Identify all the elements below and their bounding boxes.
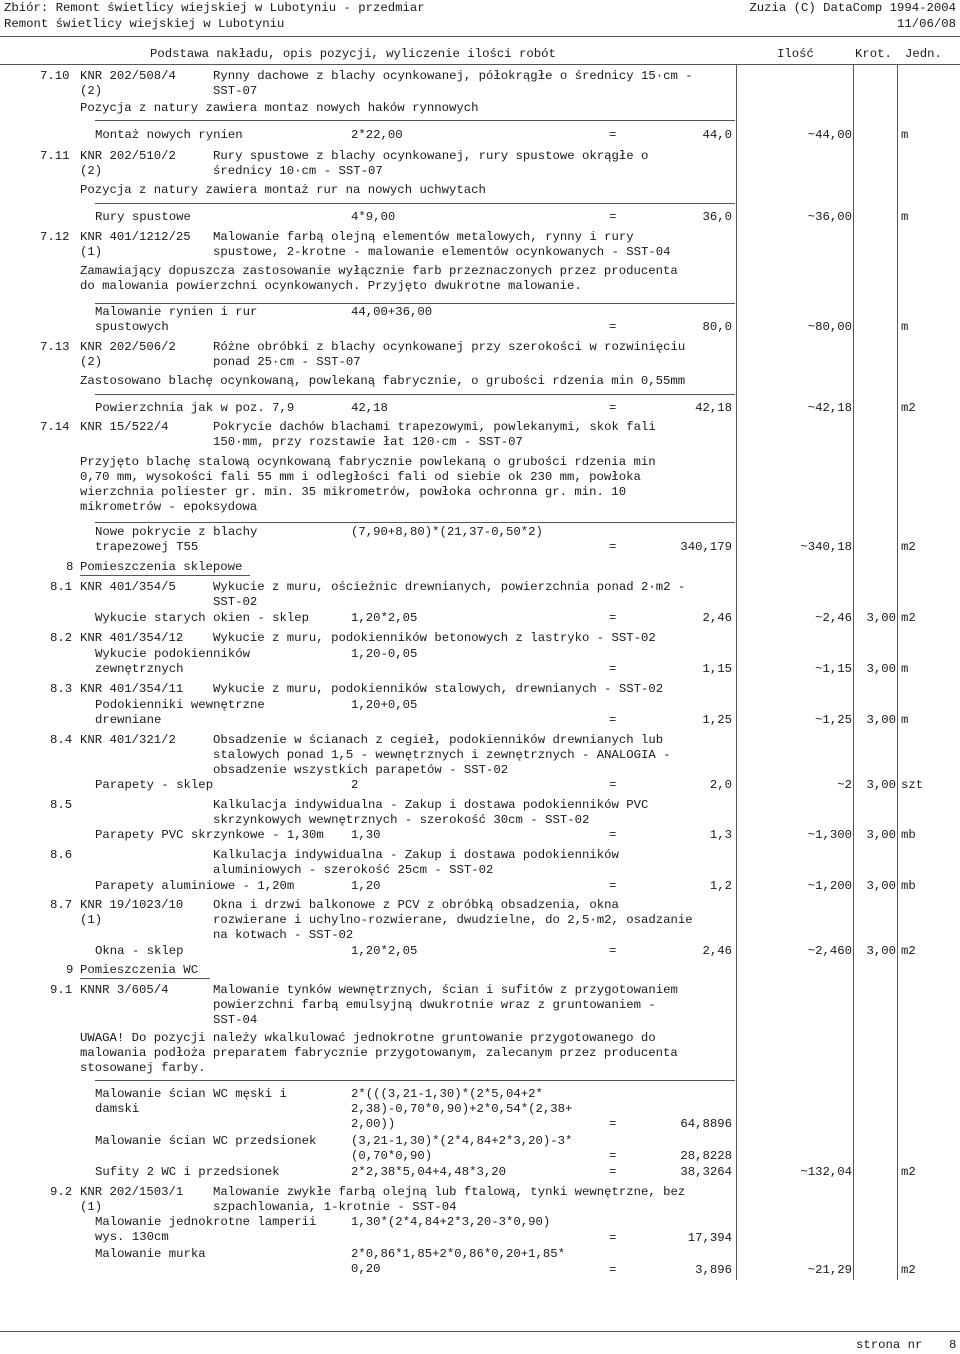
calc-label: Parapety aluminiowe - 1,20m bbox=[95, 879, 295, 893]
calc-label: Powierzchnia jak w poz. 7,9 bbox=[95, 401, 295, 415]
calc-label: Malowanie ścian WC przedsionek bbox=[95, 1134, 317, 1148]
item-description: Obsadzenie w ścianach z cegieł, podokienników drewnianych lub stalowych ponad 1,5 - wewnętrznych i zewnętrznych - ANALOGIA - obsadzenie wszystkich parapetów - SST-02 bbox=[213, 733, 671, 777]
item-code: KNR 202/508/4 bbox=[80, 69, 176, 83]
calc-formula: 44,00+36,00 bbox=[351, 305, 433, 319]
item-number: 8.3 bbox=[50, 682, 73, 696]
calc-rule bbox=[95, 1080, 735, 1081]
calc-label: Malowanie ścian WC męski i damski bbox=[95, 1087, 287, 1116]
calc-formula: 2*2,38*5,04+4,48*3,20 bbox=[351, 1165, 506, 1179]
quantity-total: ~1,25 bbox=[815, 713, 852, 727]
calc-equals: = bbox=[609, 662, 617, 676]
item-code: KNR 401/354/11 bbox=[80, 682, 184, 696]
unit: m2 bbox=[901, 1165, 916, 1179]
calc-rule bbox=[95, 394, 735, 395]
calc-label: Sufity 2 WC i przedsionek bbox=[95, 1165, 280, 1179]
unit: m bbox=[901, 662, 909, 676]
quantity-total: ~2,460 bbox=[807, 944, 852, 958]
calc-equals: = bbox=[609, 1149, 617, 1163]
item-sub: (1) bbox=[80, 913, 103, 927]
item-description: Rury spustowe z blachy ocynkowanej, rury spustowe okrągłe o średnicy 10·cm - SST-07 bbox=[213, 149, 649, 178]
item-code: KNR 19/1023/10 bbox=[80, 898, 184, 912]
item-note: Zamawiający dopuszcza zastosowanie wyłącznie farb przeznaczonych przez producenta do malowania powierzchni ocynkowanych. Przyjęto dwukrotne malowanie. bbox=[80, 264, 678, 293]
multiplier: 3,00 bbox=[866, 828, 896, 842]
calc-formula: 4*9,00 bbox=[351, 210, 396, 224]
calc-equals: = bbox=[609, 828, 617, 842]
item-code: KNNR 3/605/4 bbox=[80, 983, 169, 997]
section-number: 8 bbox=[66, 560, 74, 574]
section-rule bbox=[80, 978, 210, 979]
item-description: Okna i drzwi balkonowe z PCV z obróbką obsadzenia, okna rozwierane i uchylno-rozwierane, dwudzielne, do 2,5·m2, osadzanie na kotwach - SST-02 bbox=[213, 898, 693, 942]
calc-label: Malowanie jednokrotne lamperii wys. 130cm bbox=[95, 1215, 317, 1244]
item-description: Kalkulacja indywidualna - Zakup i dostawa podokienników aluminiowych - szerokość 25cm - SST-02 bbox=[213, 848, 619, 877]
column-header-unit: Jedn. bbox=[905, 47, 942, 61]
item-description: Wykucie z muru, podokienników betonowych z lastryko - SST-02 bbox=[213, 631, 656, 645]
calc-formula: 2 bbox=[351, 778, 359, 792]
calc-label: Parapety PVC skrzynkowe - 1,30m bbox=[95, 828, 324, 842]
quantity-total: ~36,00 bbox=[807, 210, 852, 224]
item-number: 7.10 bbox=[40, 69, 70, 83]
item-number: 8.7 bbox=[50, 898, 73, 912]
calc-label: Malowanie murka bbox=[95, 1247, 206, 1261]
item-number: 8.4 bbox=[50, 733, 73, 747]
unit: m2 bbox=[901, 944, 916, 958]
multiplier: 3,00 bbox=[866, 778, 896, 792]
quantity-total: ~2,46 bbox=[815, 611, 852, 625]
unit: m bbox=[901, 713, 909, 727]
unit: m bbox=[901, 210, 909, 224]
calc-value: 28,8228 bbox=[680, 1149, 732, 1163]
item-note: Zastosowano blachę ocynkowaną, powlekaną fabrycznie, o grubości rdzenia min 0,55mm bbox=[80, 374, 686, 388]
item-description: Wykucie z muru, ościeżnic drewnianych, powierzchnia ponad 2·m2 - SST-02 bbox=[213, 580, 686, 609]
software-credit: Zuzia (C) DataComp 1994-2004 bbox=[749, 1, 956, 15]
quantity-total: ~21,29 bbox=[807, 1263, 852, 1277]
item-code: KNR 401/354/5 bbox=[80, 580, 176, 594]
quantity-total: ~1,200 bbox=[807, 879, 852, 893]
item-sub: (2) bbox=[80, 355, 103, 369]
calc-value: 42,18 bbox=[695, 401, 732, 415]
unit: szt bbox=[901, 778, 924, 792]
calc-formula: 1,20*2,05 bbox=[351, 611, 418, 625]
item-code: KNR 401/1212/25 bbox=[80, 230, 191, 244]
item-code: KNR 202/506/2 bbox=[80, 340, 176, 354]
quantity-total: ~80,00 bbox=[807, 320, 852, 334]
unit: m bbox=[901, 320, 909, 334]
quantity-total: ~340,18 bbox=[800, 540, 852, 554]
calc-equals: = bbox=[609, 401, 617, 415]
calc-equals: = bbox=[609, 540, 617, 554]
footer-rule bbox=[0, 1331, 960, 1332]
item-code: KNR 202/510/2 bbox=[80, 149, 176, 163]
calc-equals: = bbox=[609, 778, 617, 792]
item-description: Kalkulacja indywidualna - Zakup i dostawa podokienników PVC skrzynkowych wewnętrznych - szerokość 30cm - SST-02 bbox=[213, 798, 649, 827]
calc-value: 2,0 bbox=[709, 778, 732, 792]
item-number: 7.11 bbox=[40, 149, 70, 163]
calc-rule bbox=[95, 522, 735, 523]
calc-value: 80,0 bbox=[702, 320, 732, 334]
calc-equals: = bbox=[609, 1263, 617, 1277]
calc-equals: = bbox=[609, 128, 617, 142]
calc-formula: 2*(((3,21-1,30)*(2*5,04+2* 2,38)-0,70*0,90)+2*0,54*(2,38+ 2,00)) bbox=[351, 1087, 573, 1131]
calc-value: 3,896 bbox=[695, 1263, 732, 1277]
unit: mb bbox=[901, 879, 916, 893]
item-description: Wykucie z muru, podokienników stalowych, drewnianych - SST-02 bbox=[213, 682, 664, 696]
calc-formula: (7,90+8,80)*(21,37-0,50*2) bbox=[351, 525, 543, 539]
column-header-description: Podstawa nakładu, opis pozycji, wyliczenie ilości robót bbox=[150, 47, 556, 61]
calc-value: 340,179 bbox=[680, 540, 732, 554]
item-note: Pozycja z natury zawiera montaż rur na nowych uchwytach bbox=[80, 183, 486, 197]
item-description: Malowanie farbą olejną elementów metalowych, rynny i rury spustowe, 2-krotne - malowanie elementów ocynkowanych - SST-04 bbox=[213, 230, 671, 259]
quantity-total: ~44,00 bbox=[807, 128, 852, 142]
document-title: Zbiór: Remont świetlicy wiejskiej w Lubotyniu - przedmiar bbox=[4, 1, 425, 15]
item-code: KNR 401/321/2 bbox=[80, 733, 176, 747]
item-number: 8.1 bbox=[50, 580, 73, 594]
calc-label: Nowe pokrycie z blachy trapezowej T55 bbox=[95, 525, 258, 554]
calc-label: Wykucie starych okien - sklep bbox=[95, 611, 310, 625]
multiplier: 3,00 bbox=[866, 611, 896, 625]
calc-label: Okna - sklep bbox=[95, 944, 184, 958]
item-number: 7.13 bbox=[40, 340, 70, 354]
page-label: strona nr bbox=[856, 1338, 923, 1352]
item-description: Różne obróbki z blachy ocynkowanej przy szerokości w rozwinięciu ponad 25·cm - SST-07 bbox=[213, 340, 686, 369]
calc-label: Podokienniki wewnętrzne drewniane bbox=[95, 698, 265, 727]
project-name: Remont świetlicy wiejskiej w Lubotyniu bbox=[4, 17, 285, 31]
unit: m2 bbox=[901, 540, 916, 554]
item-sub: (2) bbox=[80, 84, 103, 98]
multiplier: 3,00 bbox=[866, 879, 896, 893]
calc-value: 17,394 bbox=[687, 1231, 732, 1245]
item-sub: (2) bbox=[80, 164, 103, 178]
section-rule bbox=[80, 575, 250, 576]
section-number: 9 bbox=[66, 963, 74, 977]
calc-equals: = bbox=[609, 320, 617, 334]
column-separator bbox=[853, 64, 854, 1280]
item-description: Malowanie tynków wewnętrznych, ścian i sufitów z przygotowaniem powierzchni farbą emulsyjną dwukrotnie wraz z gruntowaniem - SST-04 bbox=[213, 983, 678, 1027]
calc-formula: 1,30 bbox=[351, 828, 381, 842]
item-number: 8.5 bbox=[50, 798, 73, 812]
calc-formula: 1,20-0,05 bbox=[351, 647, 418, 661]
item-description: Pokrycie dachów blachami trapezowymi, powlekanymi, skok fali 150·mm, przy rozstawie łat 120·cm - SST-07 bbox=[213, 420, 656, 449]
calc-formula: 1,20*2,05 bbox=[351, 944, 418, 958]
calc-formula: 1,20 bbox=[351, 879, 381, 893]
section-title: Pomieszczenia sklepowe bbox=[80, 560, 243, 574]
calc-equals: = bbox=[609, 944, 617, 958]
column-separator bbox=[897, 64, 898, 1280]
calc-label: Malowanie rynien i rur spustowych bbox=[95, 305, 258, 334]
calc-equals: = bbox=[609, 611, 617, 625]
calc-value: 44,0 bbox=[702, 128, 732, 142]
calc-equals: = bbox=[609, 210, 617, 224]
item-description: Malowanie zwykłe farbą olejną lub ftalową, tynki wewnętrzne, bez szpachlowania, 1-krotnie - SST-04 bbox=[213, 1185, 686, 1214]
calc-equals: = bbox=[609, 713, 617, 727]
quantity-total: ~1,300 bbox=[807, 828, 852, 842]
calc-rule bbox=[95, 203, 735, 204]
calc-value: 1,2 bbox=[709, 879, 732, 893]
calc-value: 1,3 bbox=[709, 828, 732, 842]
calc-formula: 1,30*(2*4,84+2*3,20-3*0,90) bbox=[351, 1215, 551, 1229]
multiplier: 3,00 bbox=[866, 713, 896, 727]
column-header-rule bbox=[0, 64, 960, 65]
item-number: 9.1 bbox=[50, 983, 73, 997]
item-note: Przyjęto blachę stalową ocynkowaną fabrycznie powlekaną o grubości rdzenia min 0,70 mm, wysokości fali 55 mm i odległości fali od siebie ok 230 mm, powłoka wierzchnia poliester gr. min. 35 mikrometrów, powłoka ochronna gr. min. 10 mikrometrów - epoksydowa bbox=[80, 455, 656, 514]
section-title: Pomieszczenia WC bbox=[80, 963, 199, 977]
calc-equals: = bbox=[609, 1165, 617, 1179]
calc-label: Parapety - sklep bbox=[95, 778, 214, 792]
calc-value: 36,0 bbox=[702, 210, 732, 224]
calc-equals: = bbox=[609, 879, 617, 893]
column-header-multiplier: Krot. bbox=[855, 47, 892, 61]
item-sub: (1) bbox=[80, 245, 103, 259]
calc-value: 64,8896 bbox=[680, 1117, 732, 1131]
item-number: 8.2 bbox=[50, 631, 73, 645]
quantity-total: ~132,04 bbox=[800, 1165, 852, 1179]
unit: m bbox=[901, 128, 909, 142]
calc-formula: 2*0,86*1,85+2*0,86*0,20+1,85* 0,20 bbox=[351, 1247, 566, 1276]
header-rule bbox=[0, 36, 960, 37]
item-note: UWAGA! Do pozycji należy wkalkulować jednokrotne gruntowanie przygotowanego do malowania podłoża preparatem fabrycznie przygotowanym, zalecanym przez producenta stosowanej farby. bbox=[80, 1031, 678, 1075]
item-code: KNR 202/1503/1 bbox=[80, 1185, 184, 1199]
unit: mb bbox=[901, 828, 916, 842]
calc-value: 2,46 bbox=[702, 944, 732, 958]
multiplier: 3,00 bbox=[866, 662, 896, 676]
quantity-total: ~2 bbox=[837, 778, 852, 792]
column-separator bbox=[736, 64, 737, 1280]
multiplier: 3,00 bbox=[866, 944, 896, 958]
calc-equals: = bbox=[609, 1117, 617, 1131]
item-sub: (1) bbox=[80, 1200, 103, 1214]
calc-formula: 1,20+0,05 bbox=[351, 698, 418, 712]
quantity-total: ~1,15 bbox=[815, 662, 852, 676]
calc-label: Montaż nowych rynien bbox=[95, 128, 243, 142]
calc-formula: 42,18 bbox=[351, 401, 388, 415]
page-number: 8 bbox=[949, 1338, 957, 1352]
calc-value: 1,25 bbox=[702, 713, 732, 727]
item-number: 8.6 bbox=[50, 848, 73, 862]
item-number: 7.14 bbox=[40, 420, 70, 434]
column-header-quantity: Ilość bbox=[777, 47, 814, 61]
document-date: 11/06/08 bbox=[896, 17, 956, 31]
item-note: Pozycja z natury zawiera montaz nowych haków rynnowych bbox=[80, 101, 479, 115]
item-code: KNR 15/522/4 bbox=[80, 420, 169, 434]
calc-label: Wykucie podokienników zewnętrznych bbox=[95, 647, 250, 676]
calc-label: Rury spustowe bbox=[95, 210, 191, 224]
calc-value: 1,15 bbox=[702, 662, 732, 676]
unit: m2 bbox=[901, 1263, 916, 1277]
calc-formula: (3,21-1,30)*(2*4,84+2*3,20)-3* (0,70*0,90) bbox=[351, 1134, 573, 1163]
calc-formula: 2*22,00 bbox=[351, 128, 403, 142]
calc-equals: = bbox=[609, 1231, 617, 1245]
calc-value: 38,3264 bbox=[680, 1165, 732, 1179]
item-code: KNR 401/354/12 bbox=[80, 631, 184, 645]
item-number: 9.2 bbox=[50, 1185, 73, 1199]
unit: m2 bbox=[901, 401, 916, 415]
item-number: 7.12 bbox=[40, 230, 70, 244]
quantity-total: ~42,18 bbox=[807, 401, 852, 415]
calc-value: 2,46 bbox=[702, 611, 732, 625]
item-description: Rynny dachowe z blachy ocynkowanej, półokrągłe o średnicy 15·cm - SST-07 bbox=[213, 69, 693, 98]
unit: m2 bbox=[901, 611, 916, 625]
calc-rule bbox=[95, 303, 735, 304]
calc-rule bbox=[95, 120, 735, 121]
